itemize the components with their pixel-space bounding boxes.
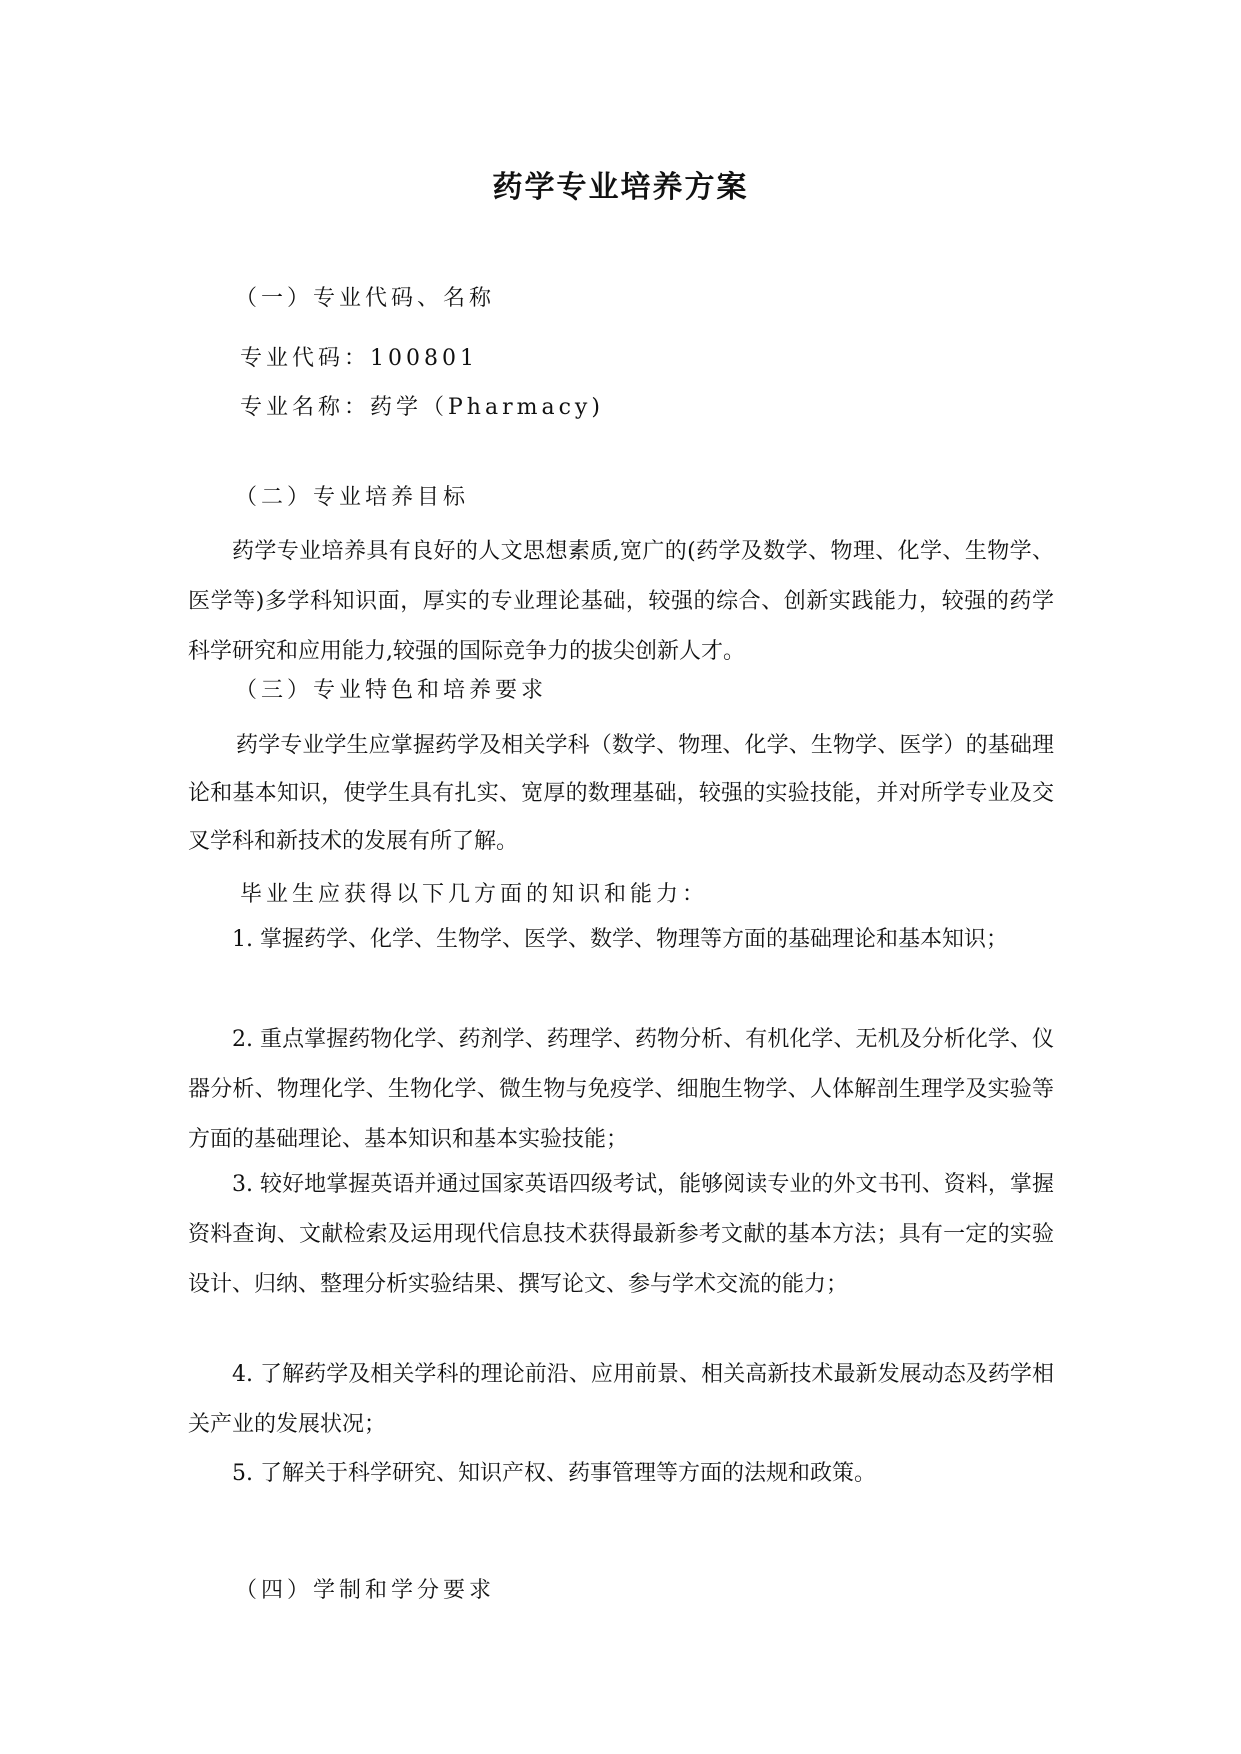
requirement-item-1: 1. 掌握药学、化学、生物学、医学、数学、物理等方面的基础理论和基本知识；	[232, 927, 1008, 952]
major-code-line: 专业代码：100801	[240, 346, 478, 371]
section-4-heading: （四）学制和学分要求	[235, 1578, 496, 1603]
section-2-heading: （二）专业培养目标	[235, 485, 470, 510]
requirement-item-5: 5. 了解关于科学研究、知识产权、药事管理等方面的法规和政策。	[232, 1461, 876, 1486]
section-3-lead: 毕业生应获得以下几方面的知识和能力：	[240, 882, 709, 907]
section-2-body: 药学专业培养具有良好的人文思想素质,宽广的(药学及数学、物理、化学、生物学、医学等)多学科知识面，厚实的专业理论基础，较强的综合、创新实践能力，较强的药学科学研究和应用能力,较强的国际竞争力的拔尖创新人才。	[188, 539, 1054, 664]
requirement-item-4: 4. 了解药学及相关学科的理论前沿、应用前景、相关高新技术最新发展动态及药学相关产业的发展状况；	[188, 1362, 1054, 1437]
requirement-item-3: 3. 较好地掌握英语并通过国家英语四级考试，能够阅读专业的外文书刊、资料，掌握资料查询、文献检索及运用现代信息技术获得最新参考文献的基本方法；具有一定的实验设计、归纳、整理分析实验结果、撰写论文、参与学术交流的能力；	[188, 1172, 1054, 1297]
section-1-heading: （一）专业代码、名称	[235, 286, 496, 311]
section-3-heading: （三）专业特色和培养要求	[235, 678, 548, 703]
requirement-item-2: 2. 重点掌握药物化学、药剂学、药理学、药物分析、有机化学、无机及分析化学、仪器分析、物理化学、生物化学、微生物与免疫学、细胞生物学、人体解剖生理学及实验等方面的基础理论、基本知识和基本实验技能；	[188, 1027, 1054, 1152]
major-name-line: 专业名称：药学（Pharmacy)	[240, 395, 604, 420]
document-title: 药学专业培养方案	[492, 170, 749, 205]
section-3-intro: 药学专业学生应掌握药学及相关学科（数学、物理、化学、生物学、医学）的基础理论和基本知识，使学生具有扎实、宽厚的数理基础，较强的实验技能，并对所学专业及交叉学科和新技术的发展有所了解。	[188, 733, 1054, 854]
